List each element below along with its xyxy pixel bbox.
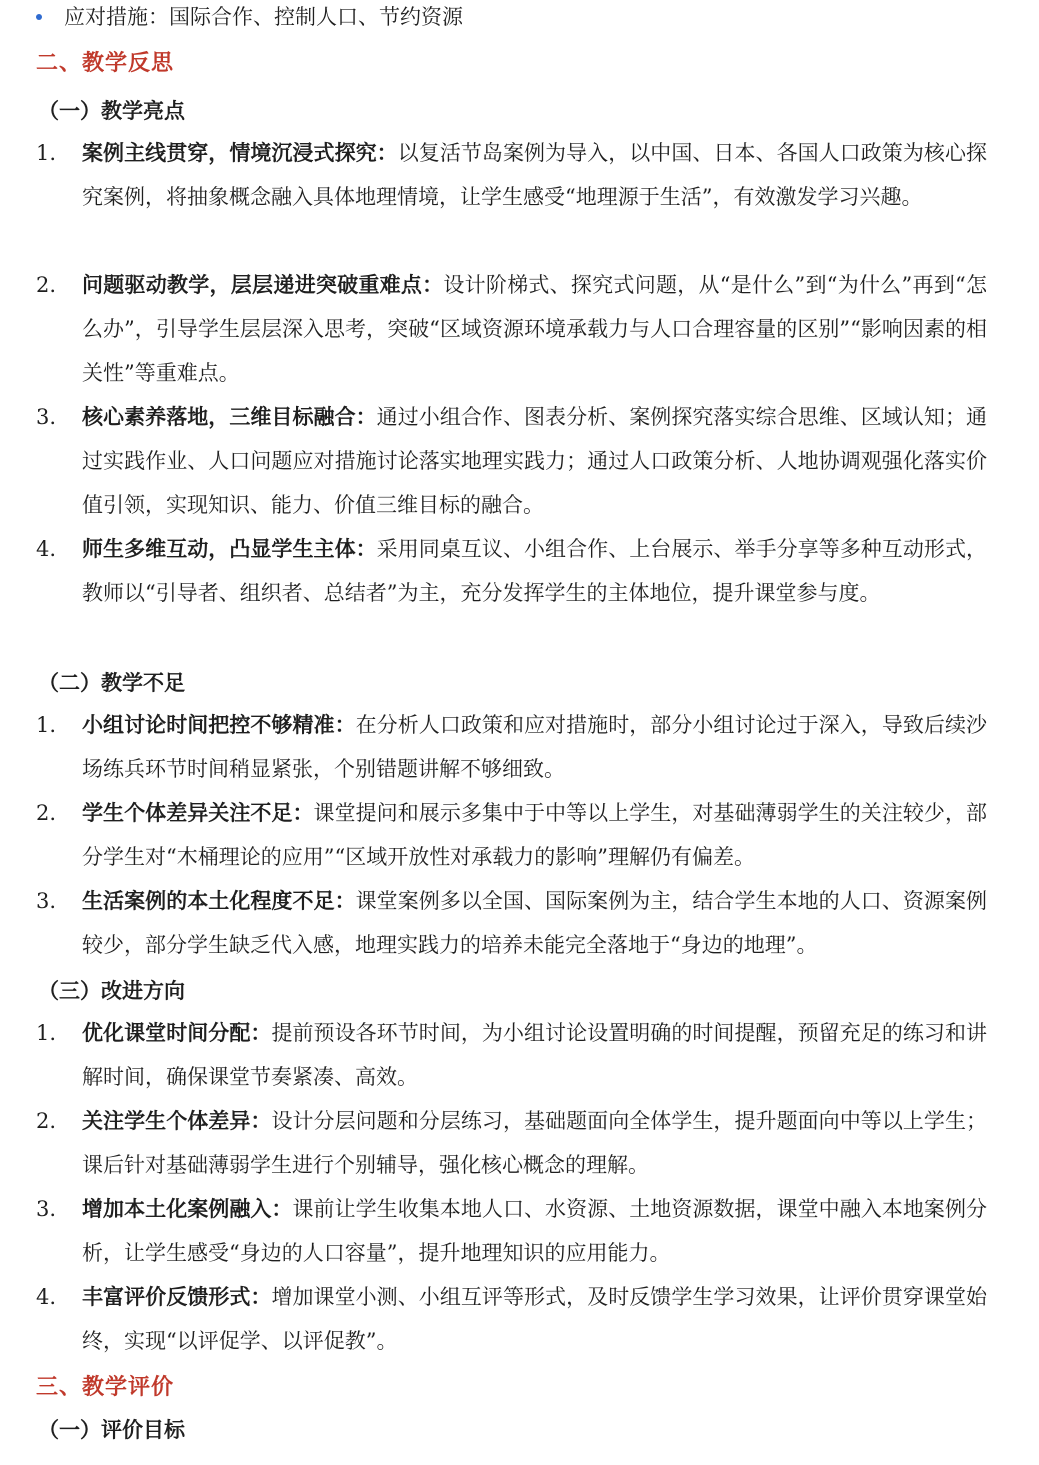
item-text: 课堂提问和展示多集中于中等以上学生，对基础薄弱学生的关注较少，部分学生对“木桶理论的应用”“区域开放性对承载力的影响”理解仍有偏差。 [82, 801, 988, 869]
item-text: 课前让学生收集本地人口、水资源、土地资源数据，课堂中融入本地案例分析，让学生感受“身边的人口容量”，提升地理知识的应用能力。 [82, 1197, 988, 1265]
item-number: 1. [36, 713, 57, 737]
item-text: 采用同桌互议、小组合作、上台展示、举手分享等多种互动形式，教师以“引导者、组织者、总结者”为主，充分发挥学生的主体地位，提升课堂参与度。 [82, 537, 988, 605]
item-text: 设计阶梯式、探究式问题，从“是什么”到“为什么”再到“怎么办”，引导学生层层深入思考，突破“区域资源环境承载力与人口合理容量的区别”“影响因素的相关性”等重难点。 [82, 273, 987, 385]
top-bullet-item [36, 0, 463, 34]
section-2-title: 二、教学反思 [36, 50, 175, 76]
item-text: 提前预设各环节时间，为小组讨论设置明确的时间提醒，预留充足的练习和讲解时间，确保课堂节奏紧凑、高效。 [82, 1021, 988, 1089]
item-body [82, 527, 987, 615]
item-lead: 增加本土化案例融入： [82, 1196, 293, 1221]
subsection-highlights-title: （一）教学亮点 [38, 98, 185, 123]
item-body [82, 395, 987, 527]
subsection-improvements-title: （三）改进方向 [38, 978, 185, 1003]
item-body [82, 1187, 987, 1275]
item-number: 2. [36, 1109, 57, 1133]
item-lead: 丰富评价反馈形式： [82, 1284, 272, 1309]
item-lead: 核心素养落地，三维目标融合： [82, 404, 377, 429]
item-body [82, 131, 987, 219]
item-body [82, 879, 987, 967]
item-number: 4. [36, 537, 57, 561]
item-number: 4. [36, 1285, 57, 1309]
item-lead: 生活案例的本土化程度不足： [82, 888, 356, 913]
item-body [82, 1099, 987, 1187]
subsection-shortcomings-title: （二）教学不足 [38, 670, 185, 695]
item-body [82, 1011, 987, 1099]
item-lead: 小组讨论时间把控不够精准： [82, 712, 356, 737]
item-body [82, 1275, 987, 1363]
subsection-evaluation-goals-title: （一）评价目标 [38, 1417, 185, 1442]
bullet-dot-icon [36, 14, 42, 20]
item-lead: 关注学生个体差异： [82, 1108, 272, 1133]
item-lead: 问题驱动教学，层层递进突破重难点： [82, 272, 444, 297]
item-number: 2. [36, 801, 57, 825]
item-lead: 师生多维互动，凸显学生主体： [82, 536, 377, 561]
item-lead: 学生个体差异关注不足： [82, 800, 314, 825]
item-text: 在分析人口政策和应对措施时，部分小组讨论过于深入，导致后续沙场练兵环节时间稍显紧张，个别错题讲解不够细致。 [82, 713, 988, 781]
item-text: 设计分层问题和分层练习，基础题面向全体学生，提升题面向中等以上学生；课后针对基础薄弱学生进行个别辅导，强化核心概念的理解。 [82, 1109, 988, 1177]
item-number: 3. [36, 405, 57, 429]
section-3-title: 三、教学评价 [36, 1374, 175, 1400]
item-body [82, 263, 987, 395]
item-number: 1. [36, 141, 57, 165]
item-lead: 优化课堂时间分配： [82, 1020, 272, 1045]
item-number: 3. [36, 1197, 57, 1221]
item-text: 课堂案例多以全国、国际案例为主，结合学生本地的人口、资源案例较少，部分学生缺乏代入感，地理实践力的培养未能完全落地于“身边的地理”。 [82, 889, 988, 957]
item-lead: 案例主线贯穿，情境沉浸式探究： [82, 140, 398, 165]
item-text: 以复活节岛案例为导入，以中国、日本、各国人口政策为核心探究案例，将抽象概念融入具体地理情境，让学生感受“地理源于生活”，有效激发学习兴趣。 [82, 141, 988, 209]
item-number: 2. [36, 273, 57, 297]
item-text: 增加课堂小测、小组互评等形式，及时反馈学生学习效果，让评价贯穿课堂始终，实现“以评促学、以评促教”。 [82, 1285, 988, 1353]
item-text: 通过小组合作、图表分析、案例探究落实综合思维、区域认知；通过实践作业、人口问题应对措施讨论落实地理实践力；通过人口政策分析、人地协调观强化落实价值引领，实现知识、能力、价值三维目标的融合。 [82, 405, 988, 517]
item-body [82, 703, 987, 791]
item-body [82, 791, 987, 879]
item-number: 1. [36, 1021, 57, 1045]
item-number: 3. [36, 889, 57, 913]
top-bullet-text: 应对措施：国际合作、控制人口、节约资源 [64, 5, 463, 29]
